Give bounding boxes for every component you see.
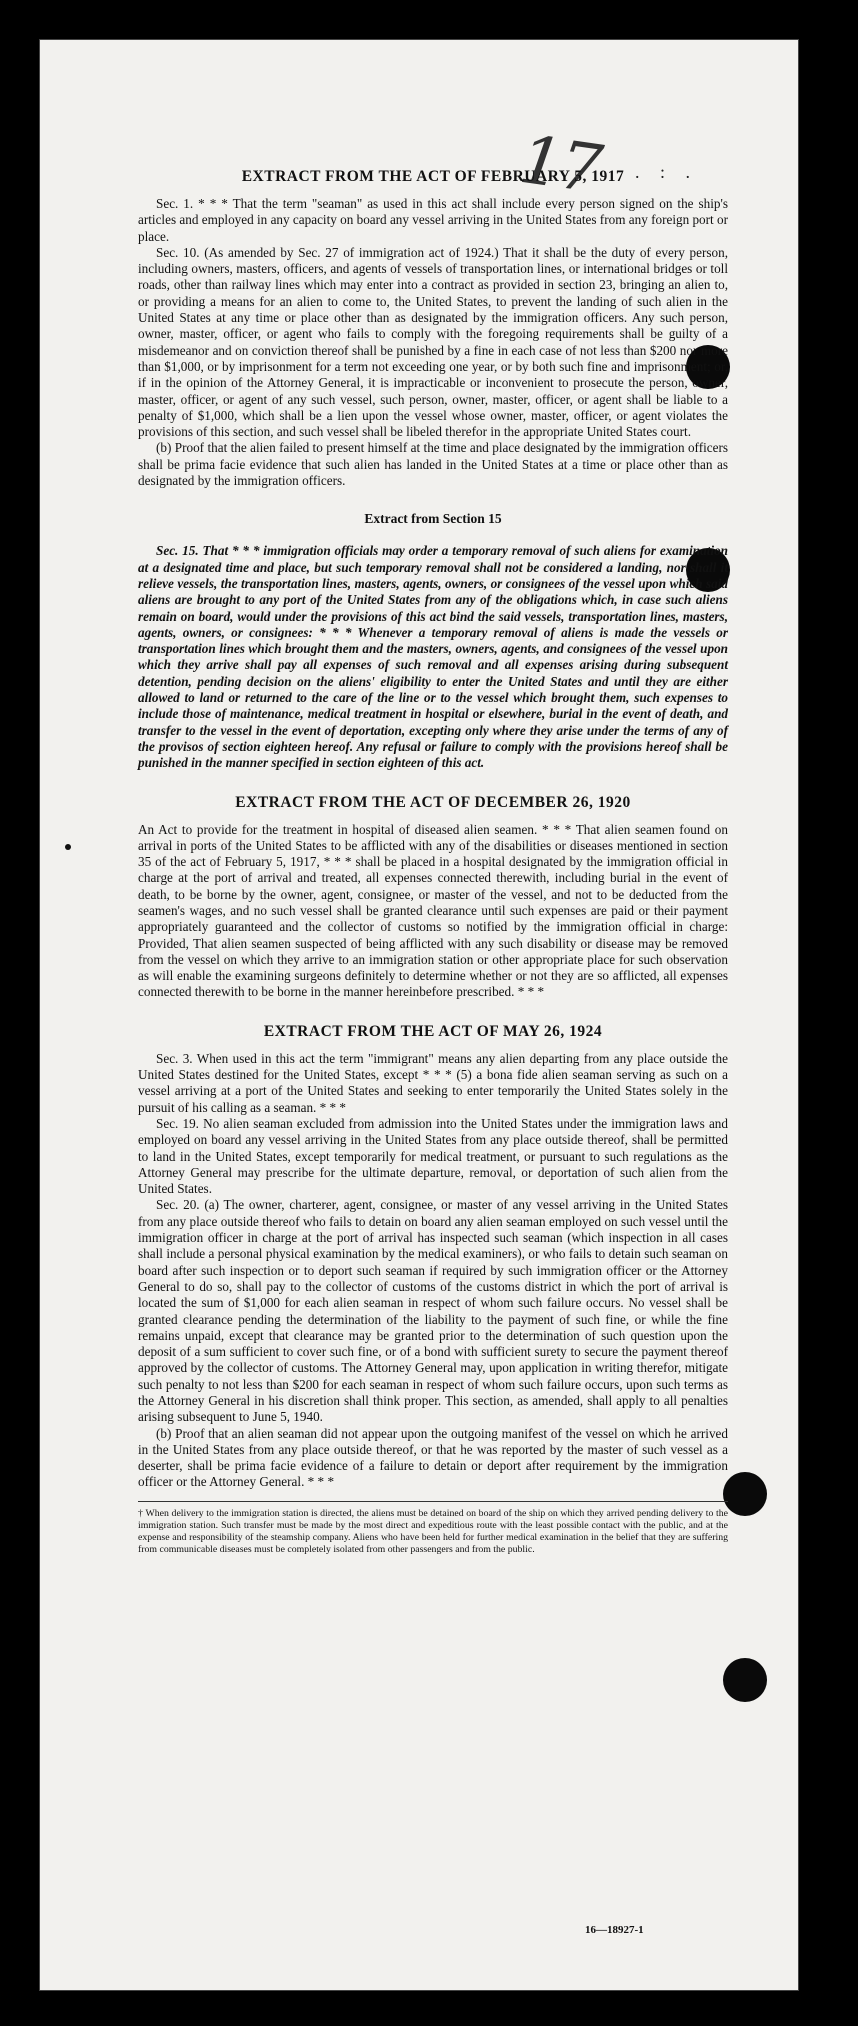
section-act-1920 [138, 822, 728, 1001]
paragraph: Sec. 3. When used in this act the term "immigrant" means any alien departing from any place outside the United States destined for the United States, except * * * (5) a bona fide alien seaman serving as such on a vessel arriving at a port of the United States and seeking to enter temporarily the United States solely in the pursuit of his calling as a seaman. * * * [138, 1050, 728, 1115]
subheading-section-15: Extract from Section 15 [364, 511, 502, 527]
paragraph: (b) Proof that an alien seaman did not appear upon the outgoing manifest of the vessel on which he arrived in the United States from any place outside thereof, or that he was reported by the master of such vessel as a deserter, shall be prima facie evidence of a failure to detain or deport after requirement by the immigration officer or the Attorney General. * * * [138, 1425, 728, 1490]
heading-act-1917: EXTRACT FROM THE ACT OF FEBRUARY 5, 1917 [241, 168, 625, 185]
footnote: † When delivery to the immigration station is directed, the aliens must be detained on board of the ship on which they arrived pending delivery to the immigration station. Such transfer must be made by the most direct and expeditious route with the least possible contact with the public, and at the expense and responsibility of the steamship company. Aliens who have been held for further medical examination in the belief that they are suffering from communicable diseases must be completely isolated from other passengers and from the public. [138, 1501, 728, 1556]
punch-hole [723, 1658, 767, 1702]
section-15-extract [138, 543, 728, 771]
handwritten-dots: . : . [635, 162, 699, 182]
paragraph: (b) Proof that the alien failed to present himself at the time and place designated by the immigration officers shall be prima facie evidence that such alien has landed in the United States at a time or place other than as designated by the immigration officers. [138, 440, 728, 489]
heading-act-1924: EXTRACT FROM THE ACT OF MAY 26, 1924 [263, 1022, 603, 1040]
document-body [138, 168, 728, 1556]
paragraph: Sec. 15. That * * * immigration officials may order a temporary removal of such aliens for examination at a designated time and place, but such temporary removal shall not be considered a landing, nor shall it relieve vessels, the transportation lines, masters, agents, owners, or consignees of the vessel upon which said aliens are brought to any port of the United States from any of the obligations which, in case such aliens remain on board, would under the provisions of this act bind the said vessels, transportation lines, masters, agents, owners, or consignees: * * * Whenever a temporary removal of aliens is made the vessels or transportation lines which brought them and the masters, owners, agents, and consignees of the vessel upon which they arrive shall pay all expenses of such removal and all expenses arising during subsequent detention, pending decision on the aliens' eligibility to enter the United States and until they are either allowed to land or returned to the care of the line or to the vessel which brought them, such expenses to include those of maintenance, medical treatment in hospital or elsewhere, burial in the event of death, and transfer to the vessel in the event of deportation, excepting only where they arise under the terms of any of the provisos of section eighteen hereof. Any refusal or failure to comply with the provisions hereof shall be punished in the manner specified in section eighteen of this act. [138, 543, 728, 771]
handwritten-page-number: 17 [515, 120, 605, 209]
paragraph: Sec. 1. * * * That the term "seaman" as used in this act shall include every person signed on the ship's articles and employed in any capacity on board any vessel arriving in the United States from any foreign port or place. [138, 196, 728, 244]
section-act-1917 [138, 196, 728, 489]
paragraph: Sec. 10. (As amended by Sec. 27 of immigration act of 1924.) That it shall be the duty of every person, including owners, masters, officers, and agents of vessels of transportation lines, or international bridges or toll roads, other than railway lines which may enter into a contract as provided in section 23, bringing an alien to, or providing a means for an alien to come to, the United States, to prevent the landing of such alien in the United States at any time or place other than as designated by the immigration officers. Any such person, owner, master, officer, or agent who fails to comply with the foregoing requirements shall be guilty of a misdemeanor and on conviction thereof shall be punished by a fine in each case of not less than $200 nor more than $1,000, or by imprisonment for a term not exceeding one year, or by both such fine and imprisonment; or, if in the opinion of the Attorney General, it is impracticable or inconvenient to prosecute the person, owner, master, officer, or agent of any such vessel, such person, owner, master, officer, or agent shall be liable to a penalty of $1,000, which shall be a lien upon the vessel whose owner, master, officer, or agent violates the provisions of this section, and such vessel shall be libeled therefor in the appropriate United States court. [138, 244, 728, 440]
margin-dot [65, 844, 71, 850]
paragraph: Sec. 19. No alien seaman excluded from admission into the United States under the immigration laws and employed on board any vessel arriving in the United States from any place outside thereof, shall be permitted to land in the United States, except temporarily for medical treatment, or pursuant to such regulations as the Attorney General may prescribe for the ultimate departure, removal, or deportation of such alien from the United States. [138, 1115, 728, 1197]
paragraph: Sec. 20. (a) The owner, charterer, agent, consignee, or master of any vessel arriving in the United States from any place outside thereof who fails to detain on board any alien seaman employed on such vessel until the immigration officer in charge at the port of arrival has inspected such seaman (which inspection in all cases shall include a personal physical examination by the medical examiners), or who fails to detain such seaman on board after such inspection or to deport such seaman if required by such immigration officer or the Attorney General to do so, shall pay to the collector of customs of the customs district in which the port of arrival is located the sum of $1,000 for each alien seaman in respect of whom such failure occurs. No vessel shall be granted clearance pending the determination of the liability to the payment of such fine, or while the fine remains unpaid, except that clearance may be granted prior to the determination of such question upon the deposit of a sum sufficient to cover such fine, or of a bond with sufficient surety to secure the payment thereof approved by the collector of customs. The Attorney General may, upon application in writing therefor, mitigate such penalty to not less than $200 for each seaman in respect of whom such failure occurs, upon such terms as the Attorney General in his discretion shall think proper. This section, as amended, shall apply to all penalties arising subsequent to June 5, 1940. [138, 1197, 728, 1425]
document-page [40, 40, 798, 1990]
paragraph: An Act to provide for the treatment in hospital of diseased alien seamen. * * * That alien seamen found on arrival in ports of the United States to be afflicted with any of the disabilities or diseases mentioned in section 35 of the act of February 5, 1917, * * * shall be placed in a hospital designated by the immigration official in charge at the port of arrival and treated, all expenses connected therewith, including burial in the event of death, to be borne by the owner, agent, consignee, or master of the vessel, and not to be deducted from the seamen's wages, and no such vessel shall be granted clearance until such expenses are paid or their payment appropriately guaranteed and the collector of customs so notified by the immigration official in charge: Provided, That alien seamen suspected of being afflicted with any such disability or disease may be removed from the vessel on which they arrive to an immigration station or other appropriate place for such observation as will enable the examining surgeons definitely to determine whether or not they are so afflicted, all expenses connected therewith to be borne in the manner hereinbefore prescribed. * * * [138, 821, 728, 1000]
heading-act-1920: EXTRACT FROM THE ACT OF DECEMBER 26, 1920 [235, 793, 631, 811]
section-act-1924 [138, 1051, 728, 1491]
form-number: 16—18927-1 [585, 1924, 644, 1936]
punch-hole [723, 1472, 767, 1516]
